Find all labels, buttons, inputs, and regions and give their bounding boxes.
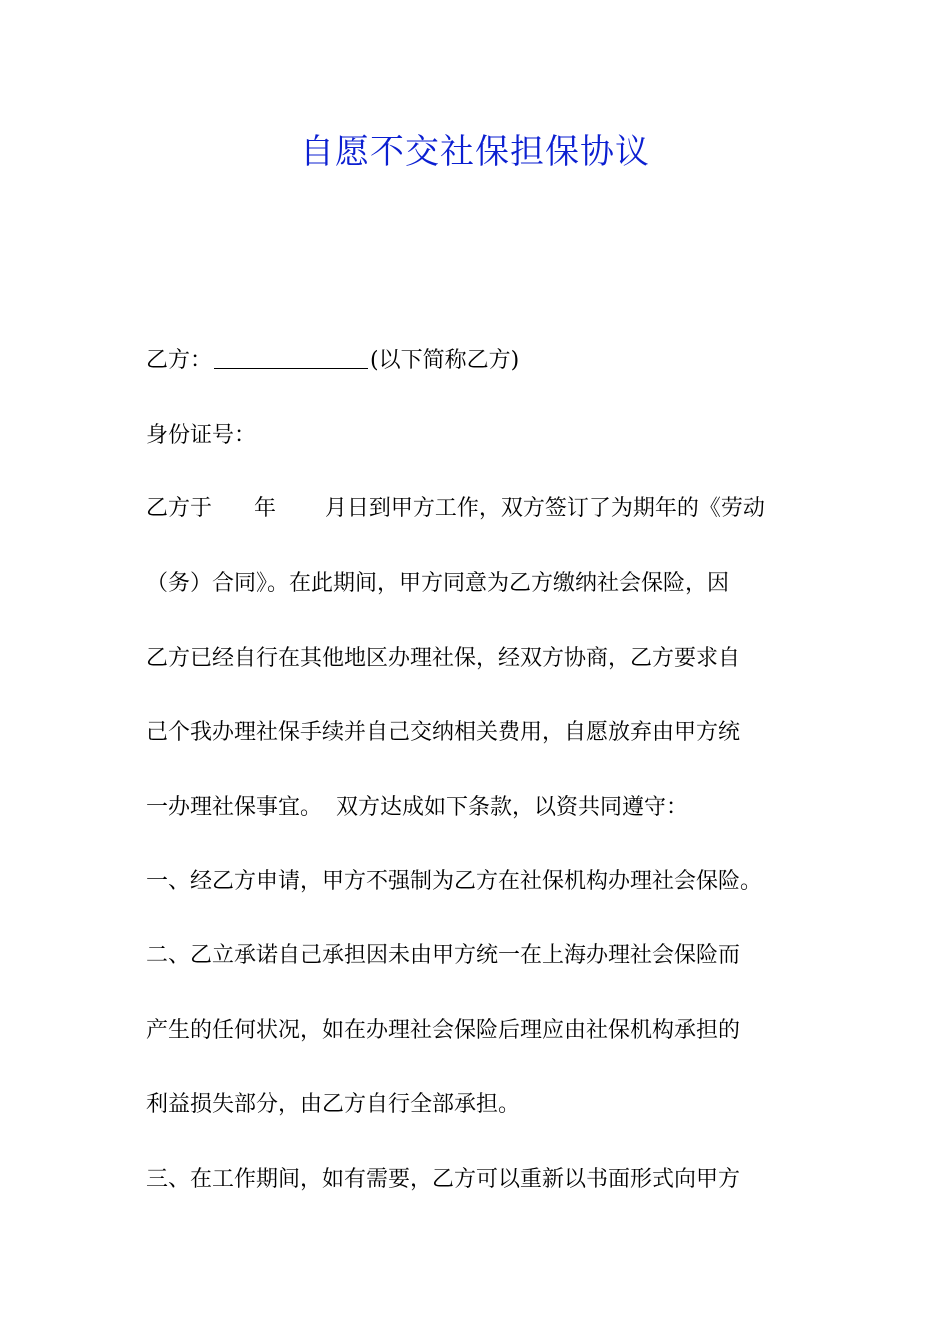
party-b-suffix: (以下简称乙方) <box>370 348 520 373</box>
body-line: 己个我办理社保手续并自己交纳相关费用，自愿放弃由甲方统 <box>146 720 741 745</box>
party-b-blank <box>214 346 368 369</box>
body-line: 三、在工作期间，如有需要，乙方可以重新以书面形式向甲方 <box>146 1167 741 1192</box>
body-line: 乙方于 年 月日到甲方工作，双方签订了为期年的《劳动 <box>146 496 765 521</box>
document-title: 自愿不交社保担保协议 <box>300 132 650 172</box>
body-line: （务）合同》。在此期间，甲方同意为乙方缴纳社会保险，因 <box>146 571 730 596</box>
body-line: 一、经乙方申请，甲方不强制为乙方在社保机构办理社会保险。 <box>146 869 763 894</box>
body-line: 一办理社保事宜。 双方达成如下条款，以资共同遵守： <box>146 795 688 820</box>
party-b-line <box>146 343 808 379</box>
body-line: 二、乙立承诺自己承担因未由甲方统一在上海办理社会保险而 <box>146 943 741 968</box>
party-b-label: 乙方： <box>146 348 213 373</box>
id-number-label: 身份证号： <box>146 423 257 448</box>
body-line: 利益损失部分，由乙方自行全部承担。 <box>146 1092 521 1117</box>
body-line: 产生的任何状况，如在办理社会保险后理应由社保机构承担的 <box>146 1018 741 1043</box>
body-line: 乙方已经自行在其他地区办理社保，经双方协商，乙方要求自 <box>146 646 741 671</box>
